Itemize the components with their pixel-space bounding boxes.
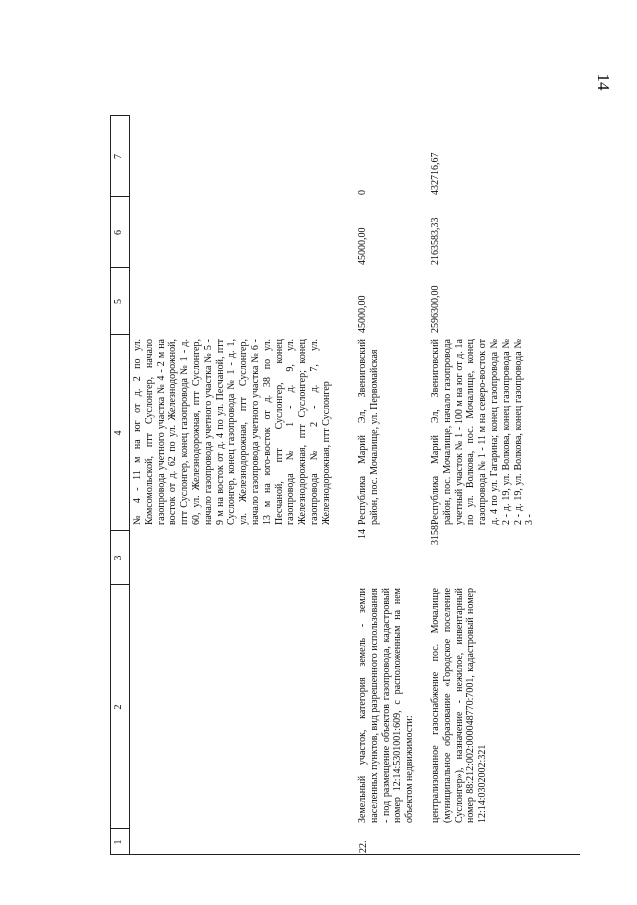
row0-address: № 4 - 11 м на юг от д. 2 по ул. Комсомольской, птт Суслонгер, начало газопровода учетного участка № 4 - 2 м на восток от д. 62 по ул. Железнодорожной, птт Суслонгер, конец газопровода № 1 - д. 60, ул. Железнодорожная, птт Суслонгер, начало газопровода учетного участка № 5 - 9 м на восток от д. 4 по ул. Песчаной, птт Суслонгер, конец газопровода № 1 - д. 1, ул. Железнодорожная, птт Суслонгер, начало газопровода учетного участка № 6 - 13 м на юго-восток от д. 38 по ул. Песчаной, птт Суслонгер, конец газопровода № 1 - д. 9, ул. Железнодорожная, птт Суслонгер; конец газопровода № 2 - д. 7, ул. Железнодорожная, птт Суслонгер	[132, 339, 332, 525]
row1-description: Земельный участок, категория земель - земли населенных пунктов, вид разрешенного использования - под размещение объектов газопровода, кадастровый номер 12:14:5301001:609, с расположенным на нем объектом недвижимости:	[357, 588, 416, 823]
row1-address: Республика Марий Эл, Звениговский район, пос. Мочалище, ул. Первомайская	[357, 339, 380, 525]
row2-col7: 432716,67	[430, 152, 441, 195]
row2-address: Республика Марий Эл, Звениговский район, пос. Мочалище, начало газопровода учетный участок № 1 - 100 м на юг от д. 1а по ул. Волкова, пос. Мочалище, конец газопровода № 1 - 11 м на северо-восток от д. 4 по ул. Гагарина; конец газопровода № 2 - д. 19, ул. Волкова, конец газопровода № 2 - д. 19, ул. Волкова, конец газопровода № 3 -	[430, 339, 536, 525]
row1-col5: 45000,00	[357, 295, 368, 333]
table-top-border	[110, 115, 111, 855]
header-col-6: 6	[113, 230, 124, 235]
header-col-3: 3	[113, 555, 124, 561]
table-header-divider	[129, 115, 130, 855]
header-col-1: 1	[113, 839, 124, 845]
row2-col6: 2163583,33	[430, 217, 441, 265]
row1-area: 14	[357, 529, 368, 539]
row1-col6: 45000,00	[357, 227, 368, 265]
row1-col7: 0	[357, 190, 368, 195]
row2-col5: 2596300,00	[430, 285, 441, 333]
header-col-5: 5	[113, 299, 124, 304]
header-col-7: 7	[113, 154, 124, 159]
header-col-2: 2	[113, 704, 124, 710]
rotated-table	[110, 115, 610, 855]
row2-description: централизованное газоснабжение пос. Мочалище (муниципальное образование «Городское поселение Суслонгер»), назначение - нежилое, инвентарный номер 88:212:002:000048770:7001, кадастровый номер 12:14:0302002:321	[430, 588, 489, 823]
page-number: 14	[594, 73, 613, 91]
row1-number: 22.	[358, 840, 369, 853]
header-col-4: 4	[113, 430, 124, 436]
row2-area: 3158	[430, 525, 441, 545]
col-border-0	[110, 854, 580, 855]
